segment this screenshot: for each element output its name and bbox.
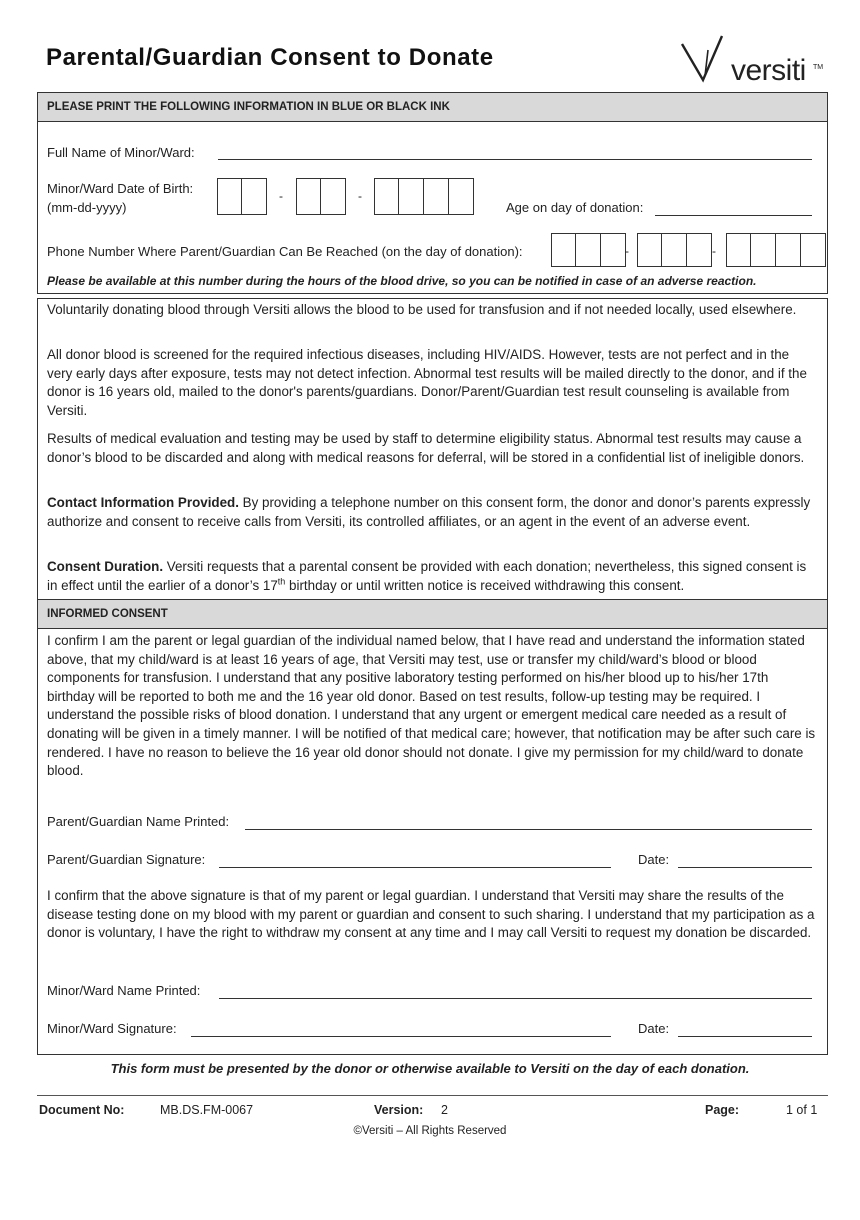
- minor-name-field[interactable]: [219, 998, 812, 999]
- parent-consent-text: I confirm I am the parent or legal guardian of the individual named below, that I have read and understand the information stated above, that my child/ward is at least 16 years of age, that Versiti may test, use or transfer my child/ward’s blood or blood components for transfusion. I understand that any positive laboratory testing performed on his/her blood up to his/her 17th birthday will be reported to both me and the 16 year old donor. Based on test results, follow-up testing may be required. I understand the possible risks of blood donation. I understand that any urgent or emergent medical care needed as a result of donating will be given in a timely manner. I will be notified of that medical care; however, that notification may be after such care is rendered. I have no reason to believe the 16 year old donor should not donate. I give my permission for my child/ward to donate blood.: [47, 633, 816, 779]
- phone-line-field[interactable]: [726, 233, 826, 267]
- age-field[interactable]: [655, 215, 812, 216]
- version-number: 2: [441, 1103, 448, 1117]
- consent-section-heading: INFORMED CONSENT: [47, 608, 168, 620]
- terms-paragraph-contact: [47, 494, 815, 531]
- page-title: Parental/Guardian Consent to Donate: [46, 44, 494, 71]
- minor-date-label: Date:: [638, 1021, 670, 1036]
- full-name-field[interactable]: [218, 159, 812, 160]
- terms-section: [37, 298, 828, 600]
- phone-area-code-field[interactable]: [551, 233, 626, 267]
- version-label: Version:: [374, 1103, 424, 1117]
- duration-text: Versiti requests that a parental consent be provided with each donation; nevertheless, this signed consent is in effect until the earlier of a donor’s 17: [47, 559, 807, 593]
- terms-paragraph-transfusion: Voluntarily donating blood through Versiti allows the blood to be used for transfusion and if not needed locally, used elsewhere.: [47, 302, 797, 317]
- dob-format-hint: (mm-dd-yyyy): [47, 200, 127, 215]
- terms-paragraph-screening: All donor blood is screened for the required infectious diseases, including HIV/AIDS. However, tests are not perfect and in the very early days after exposure, tests may not detect infection. Abnormal test results will be mailed directly to the donor, and if the donor is 16 years old, mailed to the donor's parents/guardians. Donor/Parent/Guardian test result counseling is available from Versiti.: [47, 347, 807, 418]
- dob-year-field[interactable]: [374, 178, 474, 215]
- minor-date-field[interactable]: [678, 1036, 812, 1037]
- document-number-label: Document No:: [39, 1103, 125, 1117]
- full-name-label: Full Name of Minor/Ward:: [47, 145, 195, 160]
- minor-consent-text: I confirm that the above signature is that of my parent or legal guardian. I understand that Versiti may share the results of the disease testing done on my blood with my parent or guardian and consent to such sharing. I understand that my participation as a donor is voluntary, I have the right to withdraw my consent at any time and I may call Versiti to request my donation be discarded.: [47, 888, 815, 941]
- info-section-heading: PLEASE PRINT THE FOLLOWING INFORMATION IN BLUE OR BLACK INK: [47, 101, 450, 113]
- terms-paragraph-duration: [47, 558, 815, 595]
- logo-trademark: TM: [813, 64, 824, 71]
- minor-signature-field[interactable]: [191, 1036, 611, 1037]
- parent-signature-label: Parent/Guardian Signature:: [47, 852, 206, 867]
- versiti-logo-text: versiti: [731, 54, 806, 87]
- footer-divider: [37, 1095, 828, 1096]
- info-section: [37, 92, 828, 294]
- consent-section: [37, 599, 828, 1055]
- dob-separator: -: [358, 189, 362, 203]
- presentation-notice: This form must be presented by the donor or otherwise available to Versiti on the day of each donation.: [110, 1061, 750, 1076]
- parent-name-label: Parent/Guardian Name Printed:: [47, 814, 230, 829]
- page-number: 1 of 1: [786, 1103, 818, 1117]
- contact-text: By providing a telephone number on this consent form, the donor and donor’s parents expressly authorize and consent to receive calls from Versiti, its controlled affiliates, or an agent in the event of an adverse event.: [47, 495, 811, 529]
- dob-separator: -: [279, 189, 283, 203]
- parent-date-label: Date:: [638, 852, 670, 867]
- dob-day-field[interactable]: [296, 178, 346, 215]
- duration-text-end: birthday or until written notice is received withdrawing this consent.: [285, 577, 685, 593]
- copyright: ©Versiti – All Rights Reserved: [353, 1125, 507, 1137]
- phone-separator: -: [712, 244, 716, 258]
- phone-note: Please be available at this number during the hours of the blood drive, so you can be notified in case of an adverse reaction.: [47, 274, 757, 288]
- minor-signature-label: Minor/Ward Signature:: [47, 1021, 177, 1036]
- contact-title: Contact Information Provided.: [47, 495, 239, 510]
- consent-section-header: [38, 600, 827, 629]
- age-label: Age on day of donation:: [506, 200, 644, 215]
- info-section-header: [38, 93, 827, 122]
- parent-signature-field[interactable]: [219, 867, 611, 868]
- parent-name-field[interactable]: [245, 829, 812, 830]
- parent-date-field[interactable]: [678, 867, 812, 868]
- minor-name-label: Minor/Ward Name Printed:: [47, 983, 201, 998]
- dob-month-field[interactable]: [217, 178, 267, 215]
- document-number: MB.DS.FM-0067: [160, 1103, 254, 1117]
- dob-label: Minor/Ward Date of Birth:: [47, 181, 194, 196]
- page-label: Page:: [705, 1103, 740, 1117]
- ordinal-suffix: th: [277, 576, 286, 587]
- terms-paragraph-results: Results of medical evaluation and testing may be used by staff to determine eligibility status. Abnormal test results may cause a donor’s blood to be discarded and along with medical reasons for deferral, will be stored in a confidential list of ineligible donors.: [47, 431, 805, 465]
- duration-title: Consent Duration.: [47, 559, 164, 574]
- phone-prefix-field[interactable]: [637, 233, 712, 267]
- phone-label: Phone Number Where Parent/Guardian Can Be Reached (on the day of donation):: [47, 244, 523, 259]
- phone-separator: -: [625, 244, 629, 258]
